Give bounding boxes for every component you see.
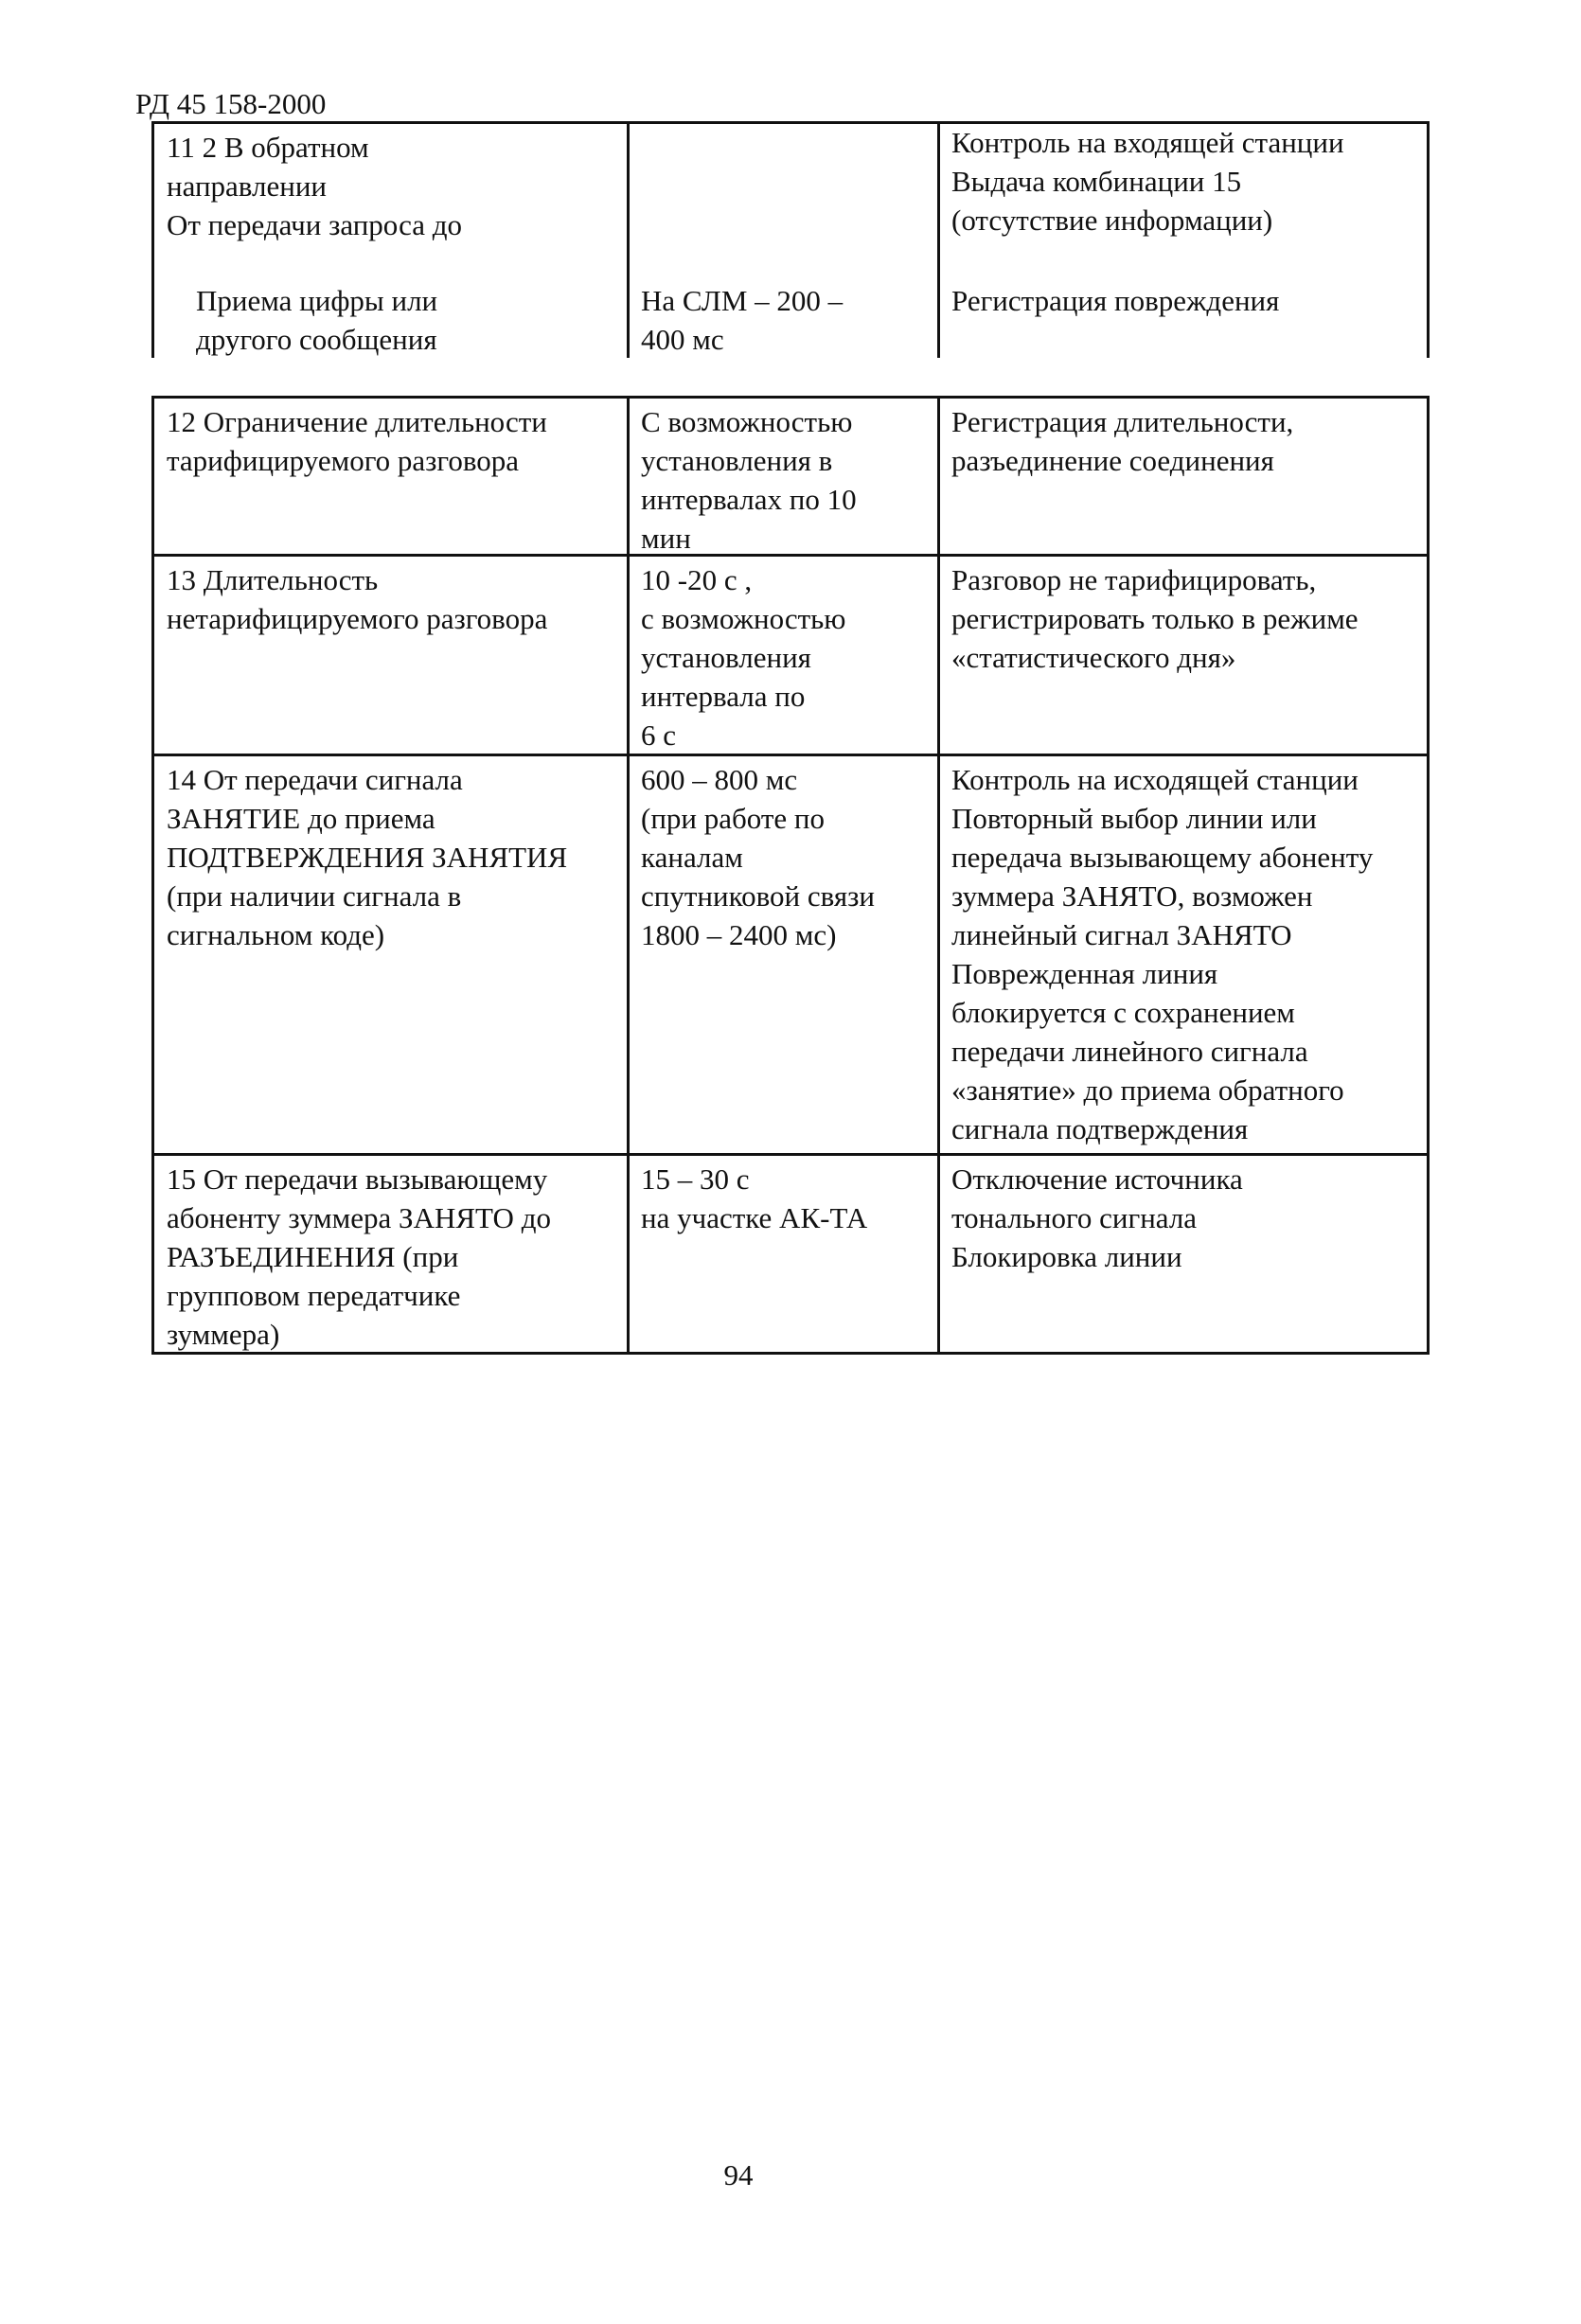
param-cell-14: 14 От передачи сигнала ЗАНЯТИЕ до приема ПОДТВЕРЖДЕНИЯ ЗАНЯТИЯ (при наличии сигнала в сигнальном коде) xyxy=(167,763,568,951)
value-cell-13: 10 -20 с , с возможностью установления интервала по 6 с xyxy=(641,563,846,752)
continuation-param-cell: 11 2 В обратном направлении От передачи запроса до xyxy=(167,131,462,241)
table-border-left xyxy=(151,396,154,1355)
action-cell-13: Разговор не тарифицировать, регистрировать только в режиме «статистического дня» xyxy=(951,563,1359,674)
value-cell-14: 600 – 800 мс (при работе по каналам спутниковой связи 1800 – 2400 мс) xyxy=(641,763,875,951)
action-cell-14: Контроль на исходящей станции Повторный выбор линии или передача вызывающему абоненту зуммера ЗАНЯТО, возможен линейный сигнал ЗАНЯТО Поврежденная линия блокируется с сохранением передачи линейного сигнала «занятие» до приема обратного сигнала подтверждения xyxy=(951,763,1374,1145)
continuation-value-cell: На СЛМ – 200 – 400 мс xyxy=(641,284,844,356)
column-divider xyxy=(627,121,630,358)
value-cell-15: 15 – 30 с на участке АК-ТА xyxy=(641,1162,868,1234)
table-border-right xyxy=(1427,396,1430,1355)
document-code: РД 45 158-2000 xyxy=(135,87,327,120)
column-divider xyxy=(627,396,630,1355)
param-cell-15: 15 От передачи вызывающему абоненту зуммера ЗАНЯТО до РАЗЪЕДИНЕНИЯ (при групповом передатчике зуммера) xyxy=(167,1162,551,1351)
continuation-action-cell: Контроль на входящей станции Выдача комбинации 15 (отсутствие информации) xyxy=(951,126,1344,237)
param-cell-12: 12 Ограничение длительности тарифицируемого разговора xyxy=(167,405,547,477)
value-cell-12: С возможностью установления в интервалах по 10 мин xyxy=(641,405,857,555)
table-border-top xyxy=(151,396,1430,399)
page-number: 94 xyxy=(723,2158,754,2191)
continuation-param-cell: Приема цифры или другого сообщения xyxy=(196,284,438,356)
table-border-left xyxy=(151,121,154,358)
column-divider xyxy=(937,396,940,1355)
continuation-action-cell: Регистрация повреждения xyxy=(951,284,1280,317)
param-cell-13: 13 Длительность нетарифицируемого разговора xyxy=(167,563,548,635)
action-cell-12: Регистрация длительности, разъединение соединения xyxy=(951,405,1294,477)
action-cell-15: Отключение источника тонального сигнала Блокировка линии xyxy=(951,1162,1243,1273)
row-divider xyxy=(151,1153,1430,1156)
column-divider xyxy=(937,121,940,358)
table-border-right xyxy=(1427,121,1430,358)
